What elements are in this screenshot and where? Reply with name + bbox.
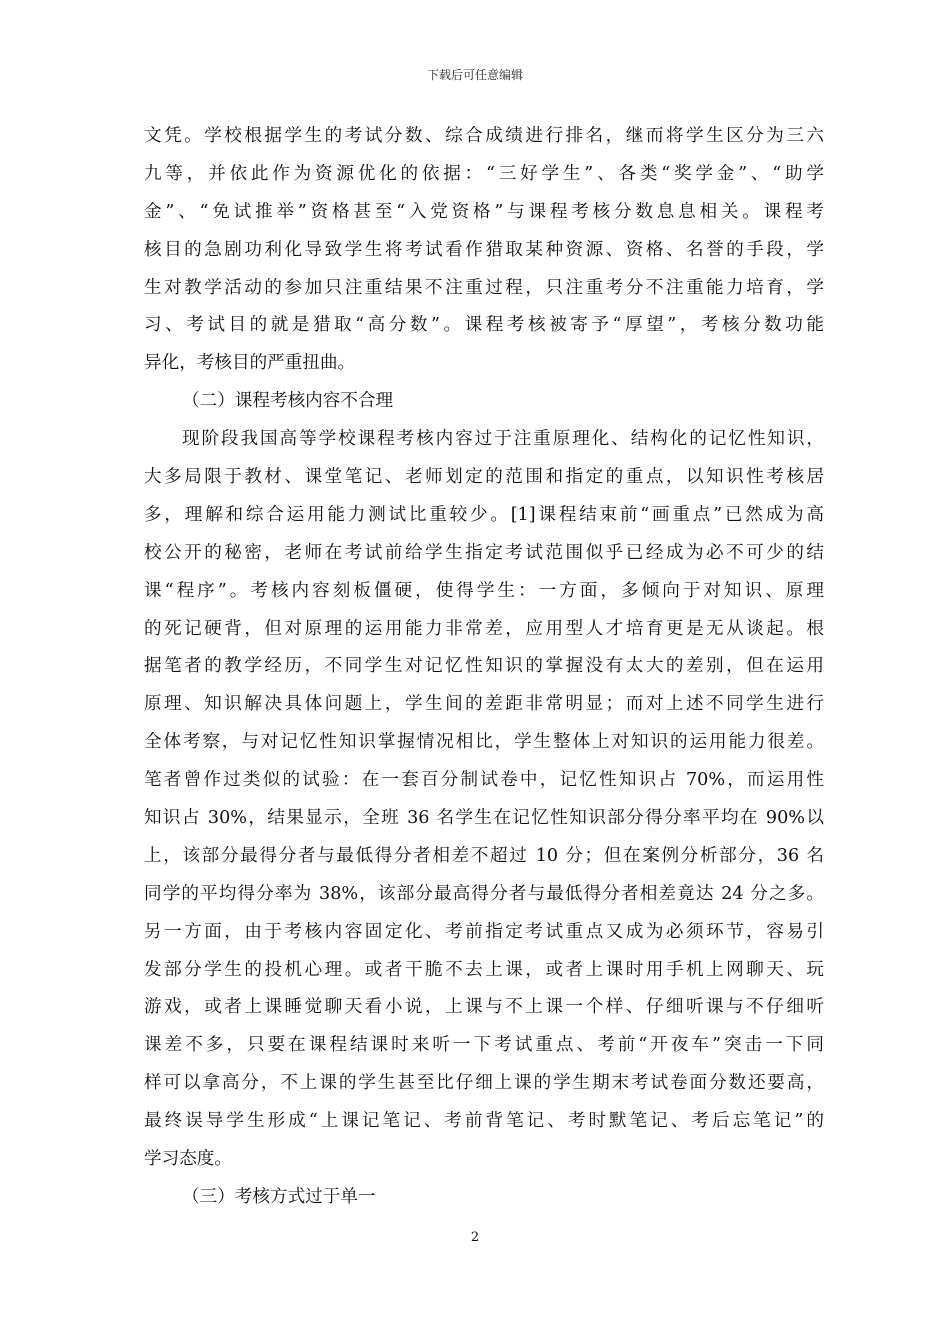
text-line: 大多局限于教材、课堂笔记、老师划定的范围和指定的重点，以知识性考核居 [144, 467, 824, 488]
text-line: 学习态度。 [144, 1149, 232, 1170]
text-line: 课差不多，只要在课程结课时来听一下考试重点、考前“开夜车”突击一下同 [144, 1035, 824, 1056]
document-body [144, 118, 824, 1217]
text-line: 原理、知识解决具体问题上，学生间的差距非常明显；而对上述不同学生进行 [144, 694, 824, 715]
text-line: 现阶段我国高等学校课程考核内容过于注重原理化、结构化的记忆性知识， [182, 429, 824, 450]
text-line: 样可以拿高分，不上课的学生甚至比仔细上课的学生期末考试卷面分数还要高， [144, 1073, 824, 1094]
text-line: 另一方面，由于考核内容固定化、考前指定考试重点又成为必须环节，容易引 [144, 921, 824, 942]
page-number: 2 [470, 1230, 480, 1245]
text-line: 多，理解和综合运用能力测试比重较少。[1]课程结束前“画重点”已然成为高 [144, 504, 824, 525]
text-line: 习、考试目的就是猎取“高分数”。课程考核被寄予“厚望”，考核分数功能 [144, 315, 824, 336]
section-heading: （二）课程考核内容不合理 [182, 391, 394, 412]
page-header: 下载后可任意编辑 [426, 68, 523, 82]
text-line: 核目的急剧功利化导致学生将考试看作猎取某种资源、资格、名誉的手段，学 [144, 239, 824, 260]
text-line: 生对教学活动的参加只注重结果不注重过程，只注重考分不注重能力培育，学 [144, 277, 824, 298]
section-heading: （三）考核方式过于单一 [182, 1186, 376, 1207]
text-line: 的死记硬背，但对原理的运用能力非常差，应用型人才培育更是无从谈起。根 [144, 618, 824, 639]
text-line: 九等，并依此作为资源优化的依据：“三好学生”、各类“奖学金”、“助学 [144, 163, 824, 184]
text-line: 全体考察，与对记忆性知识掌握情况相比，学生整体上对知识的运用能力很差。 [144, 732, 824, 753]
text-line: 最终误导学生形成“上课记笔记、考前背笔记、考时默笔记、考后忘笔记”的 [144, 1111, 824, 1132]
text-line: 课“程序”。考核内容刻板僵硬，使得学生：一方面，多倾向于对知识、原理 [144, 580, 824, 601]
text-line: 游戏，或者上课睡觉聊天看小说，上课与不上课一个样、仔细听课与不仔细听 [144, 997, 824, 1018]
text-line: 金”、“免试推举”资格甚至“入党资格”与课程考核分数息息相关。课程考 [144, 201, 824, 222]
text-line: 据笔者的教学经历，不同学生对记忆性知识的掌握没有太大的差别，但在运用 [144, 656, 824, 677]
text-line: 校公开的秘密，老师在考试前给学生指定考试范围似乎已经成为必不可少的结 [144, 542, 824, 563]
text-line: 文凭。学校根据学生的考试分数、综合成绩进行排名，继而将学生区分为三六 [144, 126, 824, 146]
text-line: 知识占 30%，结果显示，全班 36 名学生在记忆性知识部分得分率平均在 90%以 [144, 808, 824, 829]
text-line: 笔者曾作过类似的试验：在一套百分制试卷中，记忆性知识占 70%，而运用性 [144, 770, 824, 791]
text-line: 异化，考核目的严重扭曲。 [144, 353, 356, 374]
text-line: 同学的平均得分率为 38%，该部分最高得分者与最低得分者相差竟达 24 分之多。 [144, 883, 824, 904]
text-line: 发部分学生的投机心理。或者干脆不去上课，或者上课时用手机上网聊天、玩 [144, 959, 824, 980]
text-line: 上，该部分最得分者与最低得分者相差不超过 10 分；但在案例分析部分，36 名 [144, 845, 824, 866]
